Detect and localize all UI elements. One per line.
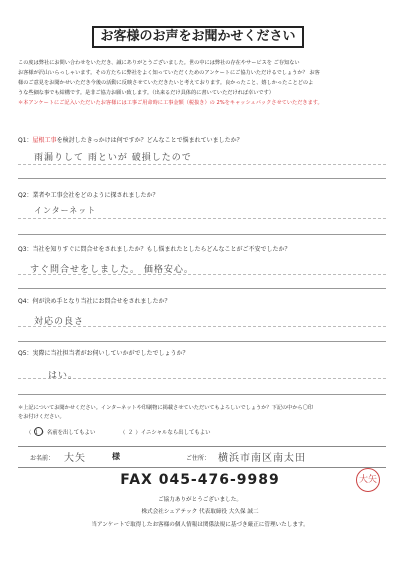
- question-number: Q1：: [18, 137, 33, 144]
- question-text: 何が決め手となり当社にお問合せをされましたか？: [32, 298, 171, 305]
- question-text: 業者や工事会社をどのように探されましたか？: [32, 192, 159, 199]
- question-5: [18, 350, 189, 358]
- intro-paragraph: うな些細な事でも結構です。是非ご協力お願い致します。（出来るだけ具体的に書いていただければ幸いです）: [18, 90, 274, 96]
- intro-paragraph: この度は弊社にお問い合わせをいただき、誠にありがとうございました。世の中には弊社の存在やサービスを ご存知ない: [18, 60, 300, 66]
- answer-3: すぐ問合せをしました。 価格安心。: [30, 265, 194, 275]
- fax-number: FAX 045-476-9989: [120, 472, 280, 488]
- answer-line: [18, 341, 386, 342]
- answer-line: [18, 218, 386, 219]
- page-title: お客様のお声をお聞かせください: [92, 26, 304, 48]
- answer-line: [18, 288, 386, 289]
- option-label: 名前を出してもよい: [46, 430, 96, 436]
- question-number: Q3：: [18, 246, 33, 253]
- question-number: Q2：: [18, 192, 33, 199]
- publish-permission-note: [18, 404, 386, 422]
- option-label: イニシャルなら出してもよい: [140, 430, 211, 436]
- question-number: Q5：: [18, 350, 33, 357]
- question-text: 実際に当社担当者がお伺いしていかがでしたでしょうか？: [32, 350, 189, 357]
- answer-5: はい。: [48, 371, 79, 381]
- question-3: [18, 246, 291, 254]
- question-1: [18, 137, 243, 145]
- option-number: １: [33, 430, 40, 436]
- question-2: [18, 192, 159, 200]
- note-text: をお付けください。: [18, 414, 65, 420]
- answer-4: 対応の良さ: [34, 317, 85, 327]
- thanks-text: ご協力ありがとうございました。: [158, 497, 242, 503]
- cashback-notice: ＊本アンケートにご記入いただいたお客様には工事ご用命時に工事金額（税抜き）の 2%をキャッシュバックさせていただきます。: [18, 100, 323, 106]
- intro-paragraph: 様のご意見をお聞かせいただき今後の活動に反映させていただきたいと考えております。良かったこと、嬉しかったことどのよ: [18, 80, 314, 86]
- question-4: [18, 298, 171, 306]
- question-text: 当社を知りすぐに問合せをされましたか？もし悩まれたとしたらどんなことがご不安でしたか？: [32, 246, 291, 253]
- intro-paragraph: お客様が沢山いらっしゃいます。その方たちに弊社をよく知っていただくためのアンケートにご協力いただけるでしょうか？ お客: [18, 70, 320, 76]
- note-text: ＊上記についてお聞かせください。インターネットや印刷物に掲載させていただいてもよろしいでしょうか？下記の中から〇印: [18, 405, 314, 411]
- answer-line: [18, 164, 386, 165]
- question-number: Q4：: [18, 298, 33, 305]
- answer-2: インターネット: [34, 206, 97, 215]
- answer-line: [18, 394, 386, 395]
- address-value: 横浜市南区南太田: [218, 453, 306, 464]
- name-value: 大矢: [64, 453, 86, 464]
- honorific: 様: [112, 452, 120, 461]
- question-highlight: 屋根工事: [32, 137, 57, 144]
- answer-line: [18, 234, 386, 235]
- option-2[interactable]: （ ２ ）イニシャルなら出してもよい: [120, 430, 211, 436]
- company-name: 株式会社シェアテック 代表取締役 大久保 誠二: [141, 509, 259, 515]
- answer-1: 雨漏りして 雨といが 破損したので: [34, 153, 192, 163]
- option-1[interactable]: （ １ ）名前を出してもよい: [26, 430, 96, 436]
- answer-line: [18, 178, 386, 179]
- seal-stamp: 大矢: [356, 468, 380, 492]
- privacy-notice: 当アンケートで取得したお客様の個人情報は関係法規に基づき厳正に管理いたします。: [91, 522, 309, 528]
- name-label: お名前：: [30, 455, 55, 462]
- option-number: ２: [127, 430, 134, 436]
- intro-text: [18, 58, 386, 108]
- question-text: を検討したきっかけは何ですか？どんなことで悩まれていましたか？: [56, 137, 243, 144]
- address-label: ご住所：: [186, 455, 211, 462]
